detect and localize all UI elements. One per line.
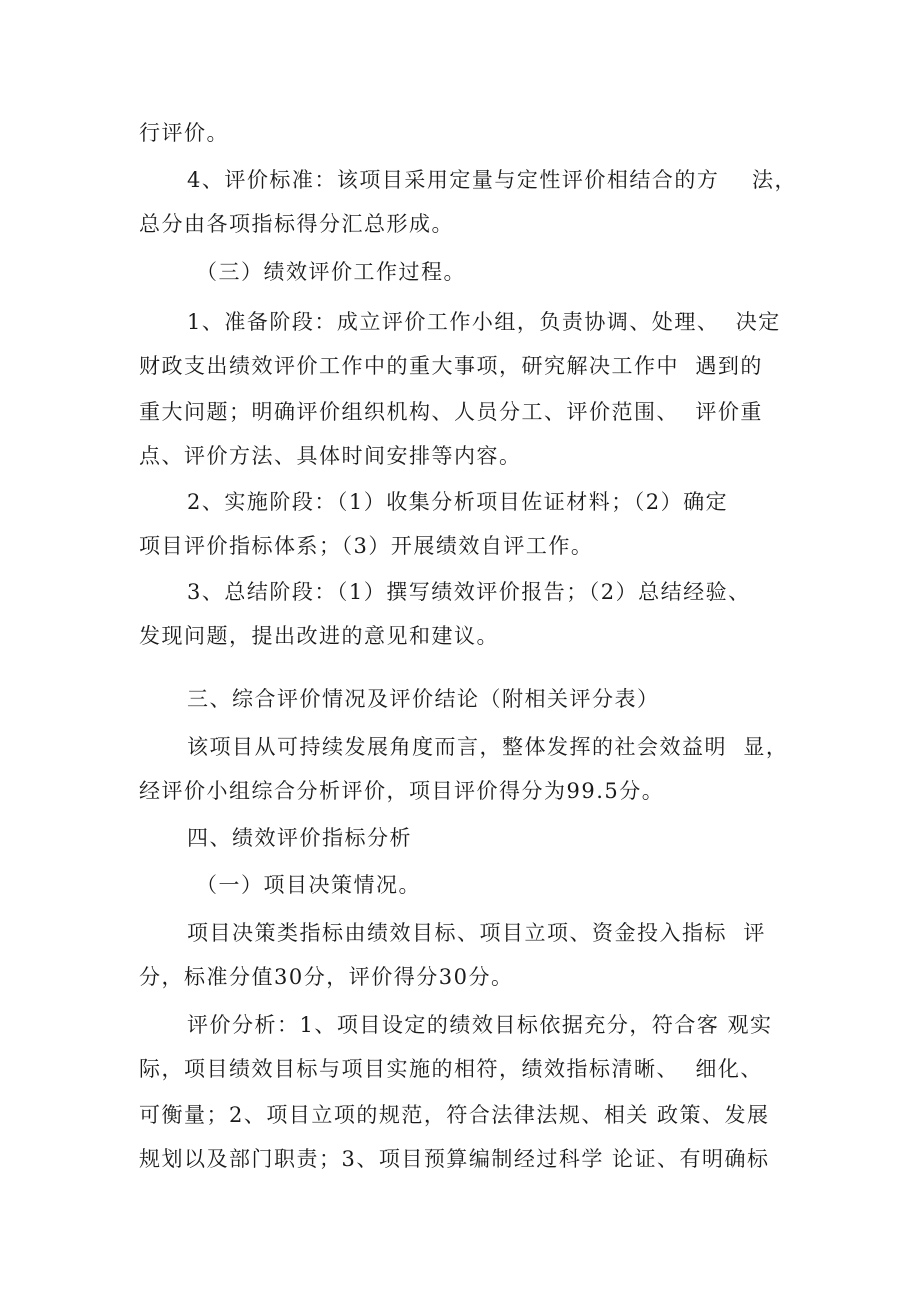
- text-line: 总分由各项指标得分汇总形成。: [139, 212, 454, 236]
- text-line: 财政支出绩效评价工作中的重大事项，研究解决工作中 遇到的: [139, 354, 763, 378]
- text-line: 1、准备阶段：成立评价工作小组，负责协调、处理、 决定: [187, 310, 781, 334]
- section-heading: 三、综合评价情况及评价结论（附相关评分表）: [187, 687, 660, 711]
- text-line: 项目决策类指标由绩效目标、项目立项、资金投入指标 评: [187, 921, 766, 945]
- text-line: 该项目从可持续发展角度而言，整体发挥的社会效益明 显，: [187, 735, 789, 759]
- text-line: 际，项目绩效目标与项目实施的相符，绩效指标清晰、 细化、: [139, 1057, 763, 1081]
- text-line: 可衡量；2、项目立项的规范，符合法律法规、相关 政策、发展: [139, 1103, 770, 1127]
- section-heading: （三）绩效评价工作过程。: [196, 260, 466, 284]
- text-line: 重大问题；明确评价组织机构、人员分工、评价范围、 评价重: [139, 400, 763, 424]
- text-line: 3、总结阶段：（1）撰写绩效评价报告；（2）总结经验、: [187, 580, 751, 604]
- text-line: 点、评价方法、具体时间安排等内容。: [139, 444, 522, 468]
- text-line: 项目评价指标体系；（3）开展绩效自评工作。: [139, 534, 594, 558]
- section-heading: （一）项目决策情况。: [196, 873, 421, 897]
- text-line: 发现问题，提出改进的意见和建议。: [139, 624, 499, 648]
- text-line: 分，标准分值30分，评价得分30分。: [139, 965, 514, 989]
- text-line: 经评价小组综合分析评价，项目评价得分为99.5分。: [139, 779, 665, 803]
- text-line: 4、评价标准：该项目采用定量与定性评价相结合的方 法，: [187, 168, 798, 192]
- text-line: 2、实施阶段：（1）收集分析项目佐证材料；（2）确定: [187, 490, 729, 514]
- text-line: 规划以及部门职责；3、项目预算编制经过科学 论证、有明确标: [139, 1147, 770, 1171]
- section-heading: 四、绩效评价指标分析: [187, 826, 412, 850]
- text-line: 评价分析：1、项目设定的绩效目标依据充分，符合客 观实: [187, 1013, 773, 1037]
- text-line: 行评价。: [139, 121, 229, 145]
